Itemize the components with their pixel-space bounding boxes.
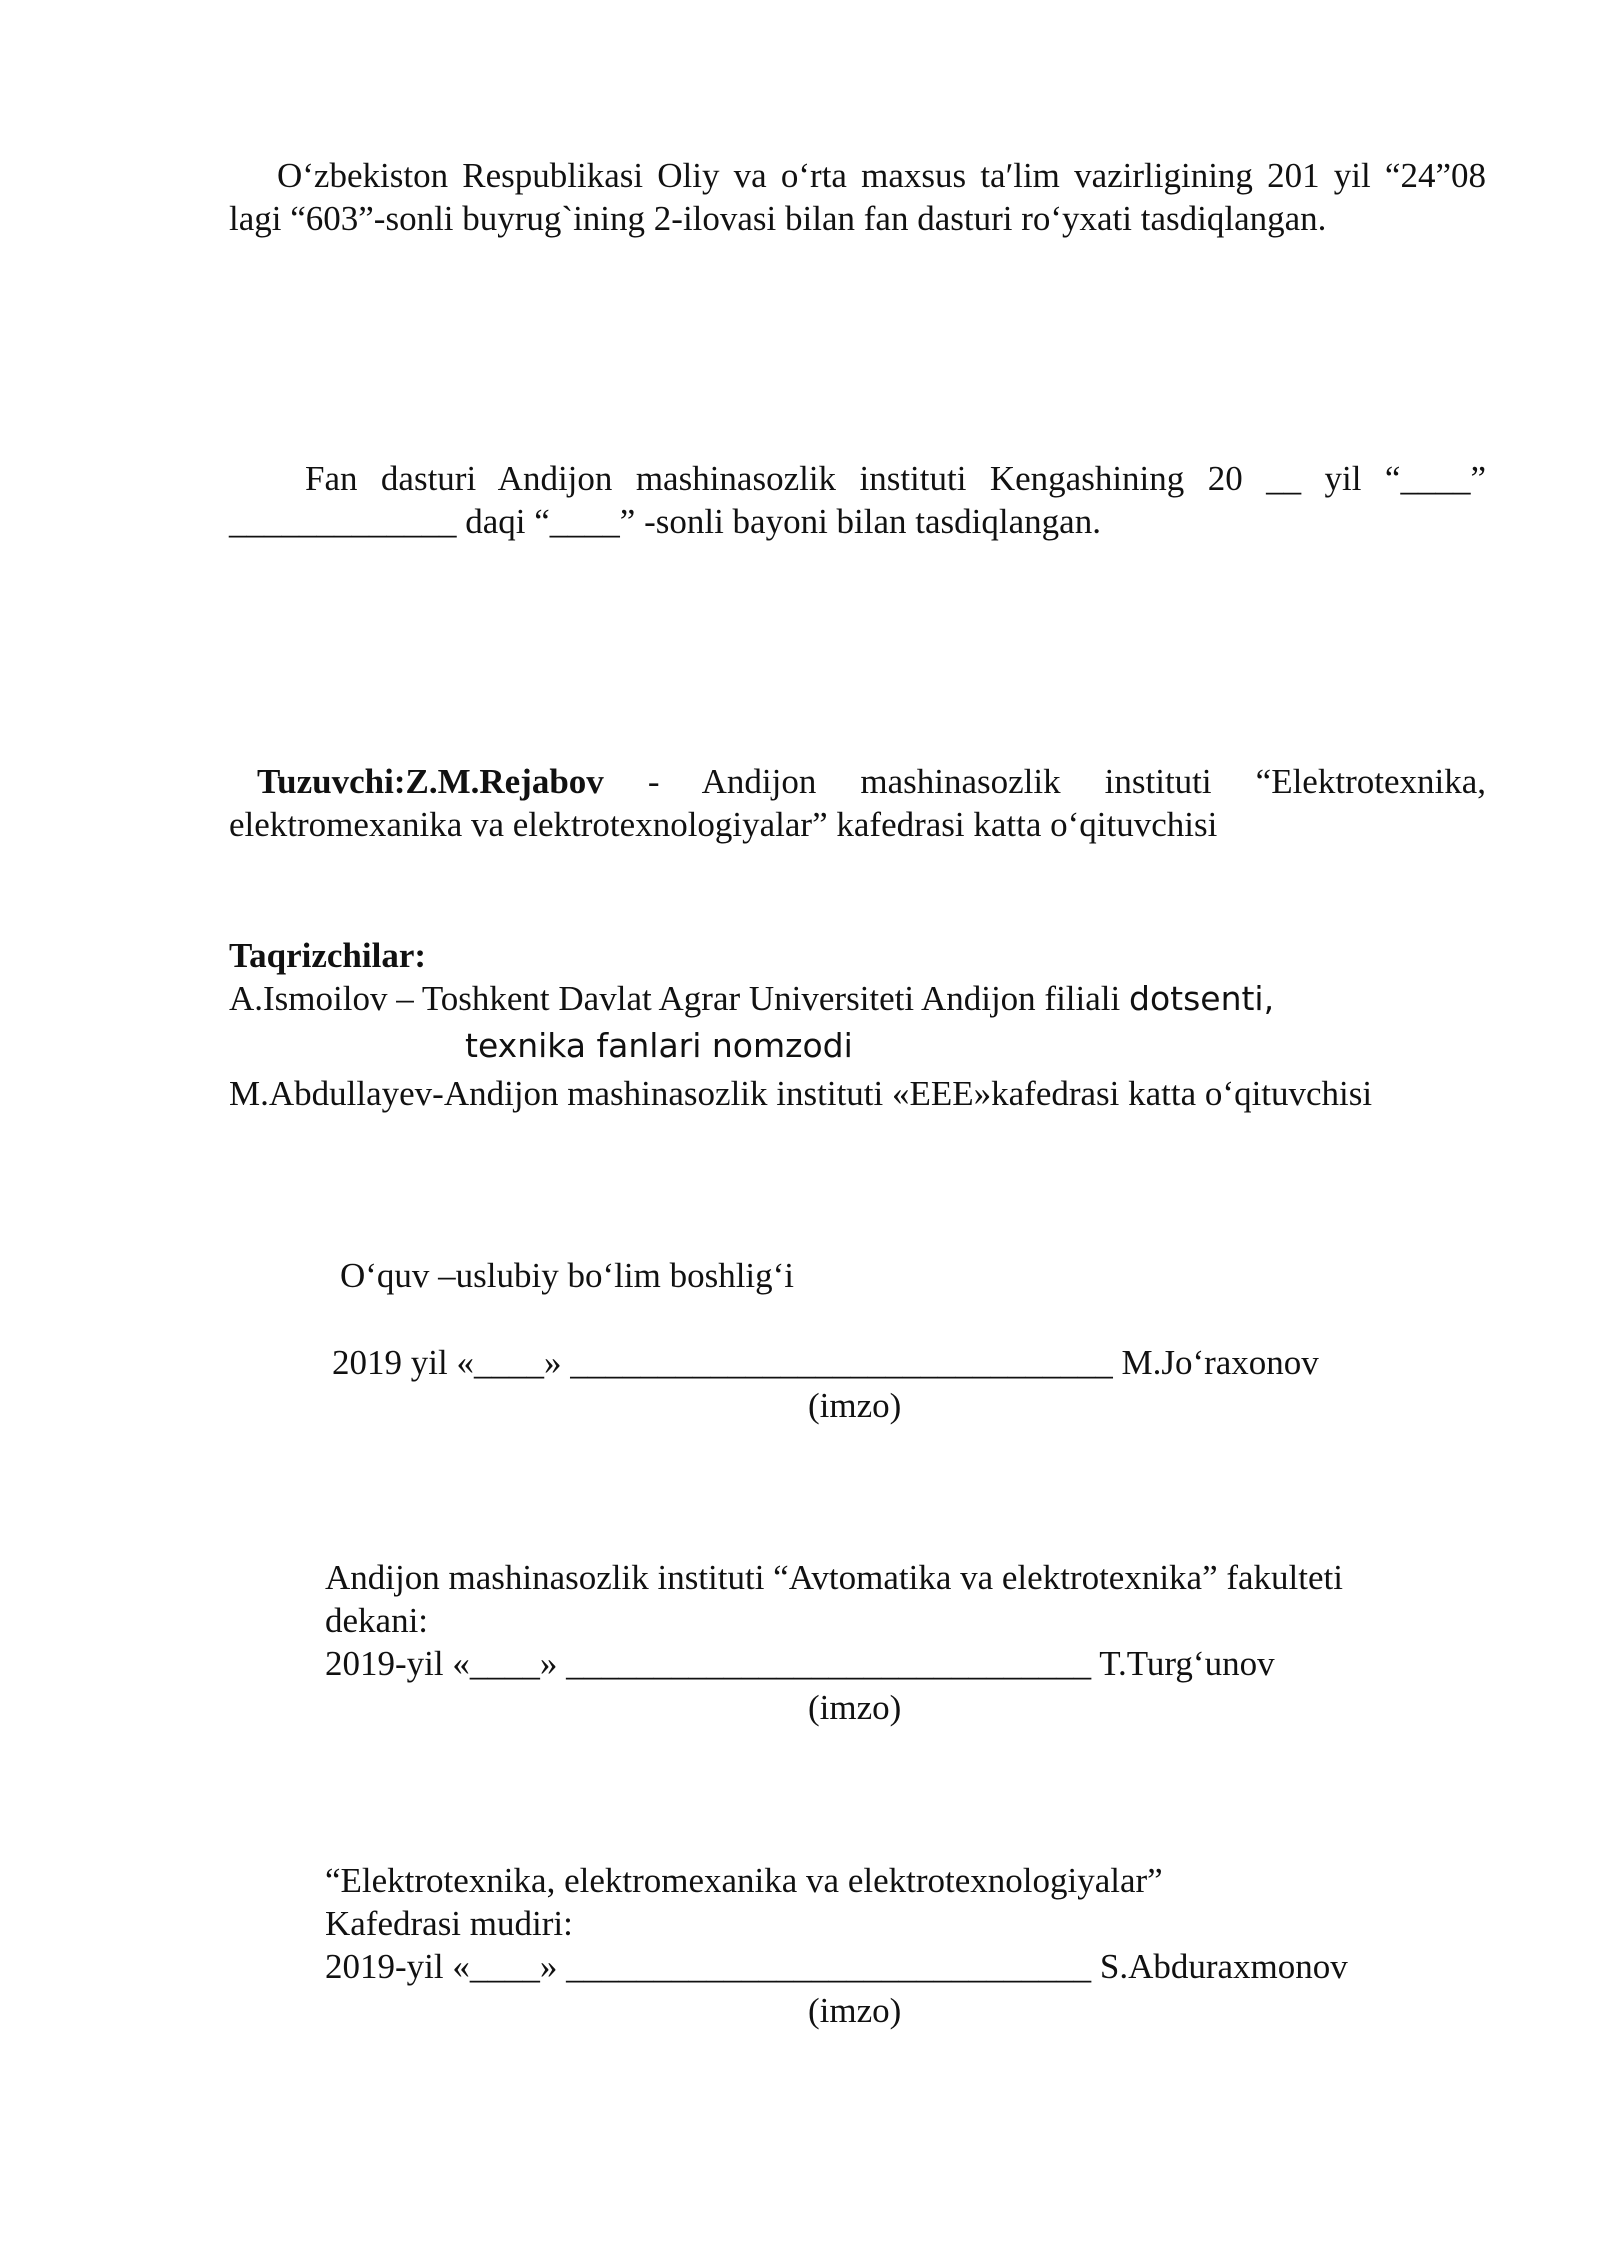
author-paragraph (229, 760, 1486, 846)
reviewers-section (229, 934, 1486, 1115)
signature-block-2 (325, 1556, 1343, 1685)
author-label: Tuzuvchi:Z.M.Rejabov (257, 762, 604, 801)
council-paragraph: Fan dasturi Andijon mashinasozlik instituti Kengashining 20 __ yil “____” _____________ daqi “____” -sonli bayoni bilan tasdiqlangan. (229, 459, 1486, 541)
signature-3-title-1: “Elektrotexnika, elektromexanika va elektrotexnologiyalar” (325, 1861, 1163, 1900)
signature-2-imzo: (imzo) (808, 1688, 902, 1727)
signature-1-line: 2019 yil «____» _______________________________ M.Jo‘raxonov (332, 1343, 1319, 1382)
signature-2-line: 2019-yil «____» ______________________________ T.Turg‘unov (325, 1644, 1275, 1683)
reviewer-1-title: dotsenti, (1129, 979, 1275, 1018)
reviewer-1-degree: texnika fanlari nomzodi (465, 1026, 853, 1065)
signature-block-1 (340, 1254, 794, 1297)
reviewers-heading: Taqrizchilar: (229, 936, 427, 975)
signature-3-title-2: Kafedrasi mudiri: (325, 1904, 573, 1943)
approval-paragraph: O‘zbekiston Respublikasi Oliy va o‘rta maxsus taʹlim vazirligining 201 yil “24”08 lagi “603”-sonli buyrug`ining 2-ilovasi bilan fan dasturi ro‘yxati tasdiqlangan. (229, 156, 1486, 238)
reviewer-2: M.Abdullayev-Andijon mashinasozlik instituti «EEE»kafedrasi katta o‘qituvchisi (229, 1074, 1373, 1113)
author-text: - Andijon mashinasozlik instituti “Elektrotexnika, elektromexanika va elektrotexnologiyalar” kafedrasi katta o‘qituvchisi (229, 762, 1486, 844)
reviewer-1: A.Ismoilov – Toshkent Davlat Agrar Universiteti Andijon filiali dotsenti, (229, 979, 1275, 1018)
signature-2-title-2: dekani: (325, 1601, 429, 1640)
signature-1-title: O‘quv –uslubiy bo‘lim boshlig‘i (340, 1256, 795, 1295)
signature-1-imzo: (imzo) (808, 1386, 902, 1425)
signature-block-3 (325, 1859, 1348, 1988)
signature-3-line: 2019-yil «____» ______________________________ S.Abduraxmonov (325, 1947, 1348, 1986)
signature-2-title-1: Andijon mashinasozlik instituti “Avtomatika va elektrotexnika” fakulteti (325, 1558, 1343, 1597)
signature-3-imzo: (imzo) (808, 1991, 902, 2030)
